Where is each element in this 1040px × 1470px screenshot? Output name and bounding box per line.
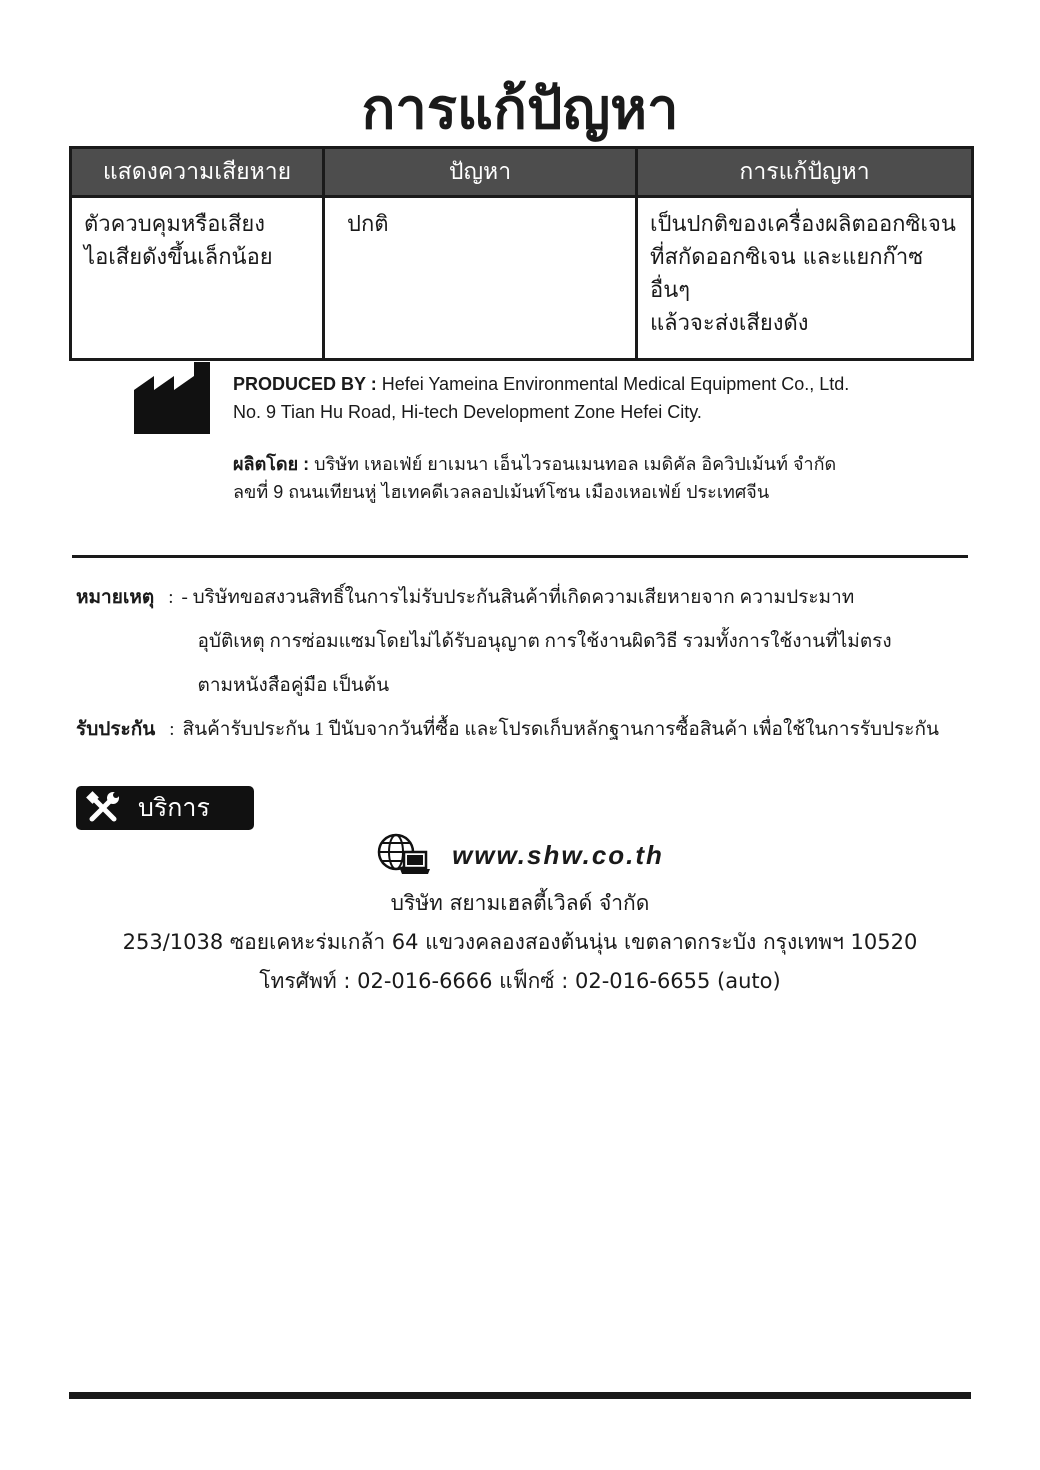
solution-line: เป็นปกติของเครื่องผลิตออกซิเจน: [650, 212, 956, 237]
service-badge: [76, 786, 254, 830]
tools-icon: [86, 791, 120, 825]
company-phone: โทรศัพท์ : 02-016-6666 แฟ็กซ์ : 02-016-6655 (auto): [259, 969, 781, 993]
remark-row: [76, 576, 966, 708]
table-header-row: [71, 148, 973, 197]
solution-line: ที่สกัดออกซิเจน และแยกก๊าซอื่นๆ: [650, 245, 924, 303]
manufacturer-name-en: Hefei Yameina Environmental Medical Equipment Co., Ltd.: [376, 374, 850, 394]
remark-line: ตามหนังสือคู่มือ เป็นต้น: [197, 675, 390, 696]
symptom-cell: [71, 197, 324, 360]
divider: [72, 555, 968, 558]
manufacturer-address-th: ลขที่ 9 ถนนเทียนหู่ ไฮเทคดีเวลลอปเม้นท์โซน เมืองเหอเฟ่ย์ ประเทศจีน: [233, 482, 770, 502]
manufacturer-info: [233, 370, 973, 530]
manufacturer-english: [233, 370, 973, 426]
remark-text: [182, 576, 967, 708]
globe-laptop-icon: [376, 832, 432, 878]
contact-info: [0, 884, 1040, 1001]
service-label: บริการ: [138, 793, 210, 822]
warranty-colon: :: [169, 719, 175, 740]
manufacturer-thai: [233, 450, 973, 506]
header-symptom: แสดงความเสียหาย: [71, 148, 324, 197]
produced-by-label: PRODUCED BY :: [233, 374, 377, 394]
header-problem: ปัญหา: [324, 148, 637, 197]
warranty-text: สินค้ารับประกัน 1 ปีนับจากวันที่ซื้อ และโปรดเก็บหลักฐานการซื้อสินค้า เพื่อใช้ในการรับประกัน: [182, 719, 940, 740]
company-address: 253/1038 ซอยเคหะร่มเกล้า 64 แขวงคลองสองต้นนุ่น เขตลาดกระบัง กรุงเทพฯ 10520: [122, 930, 918, 954]
troubleshooting-table: [69, 146, 974, 361]
symptom-line: ตัวควบคุมหรือเสียง: [84, 212, 266, 237]
produced-by-label-th: ผลิตโดย :: [233, 454, 310, 474]
manufacturer-name-th: บริษัท เหอเฟ่ย์ ยาเมนา เอ็นไวรอนเมนทอล เมดิคัล อิควิปเม้นท์ จำกัด: [309, 454, 837, 474]
website-link[interactable]: www.shw.co.th: [452, 839, 664, 870]
website-row: [0, 832, 1040, 878]
header-solution: การแก้ปัญหา: [637, 148, 973, 197]
remark-colon: :: [168, 587, 174, 608]
bottom-rule: [69, 1392, 971, 1399]
company-name: บริษัท สยามเฮลตี้เวิลด์ จำกัด: [390, 891, 650, 915]
problem-cell: ปกติ: [324, 197, 637, 360]
factory-icon: [132, 362, 210, 438]
warranty-row: [76, 708, 966, 752]
remark-line: - บริษัทขอสงวนสิทธิ์ในการไม่รับประกันสินค้าที่เกิดความเสียหายจาก ความประมาท: [181, 587, 855, 608]
remark-line: อุบัติเหตุ การซ่อมแซมโดยไม่ได้รับอนุญาต การใช้งานผิดวิธี รวมทั้งการใช้งานที่ไม่ตรง: [197, 631, 892, 652]
manufacturer-address-en: No. 9 Tian Hu Road, Hi-tech Development Zone Hefei City.: [233, 402, 702, 422]
table-row: [71, 197, 973, 360]
solution-cell: [637, 197, 973, 360]
warranty-label: รับประกัน: [76, 719, 156, 740]
symptom-line: ไอเสียดังขึ้นเล็กน้อย: [84, 245, 273, 270]
solution-line: แล้วจะส่งเสียงดัง: [650, 311, 809, 336]
remark-label: หมายเหตุ: [76, 587, 155, 608]
notes-section: [76, 576, 966, 752]
page-title: การแก้ปัญหา: [361, 77, 679, 142]
